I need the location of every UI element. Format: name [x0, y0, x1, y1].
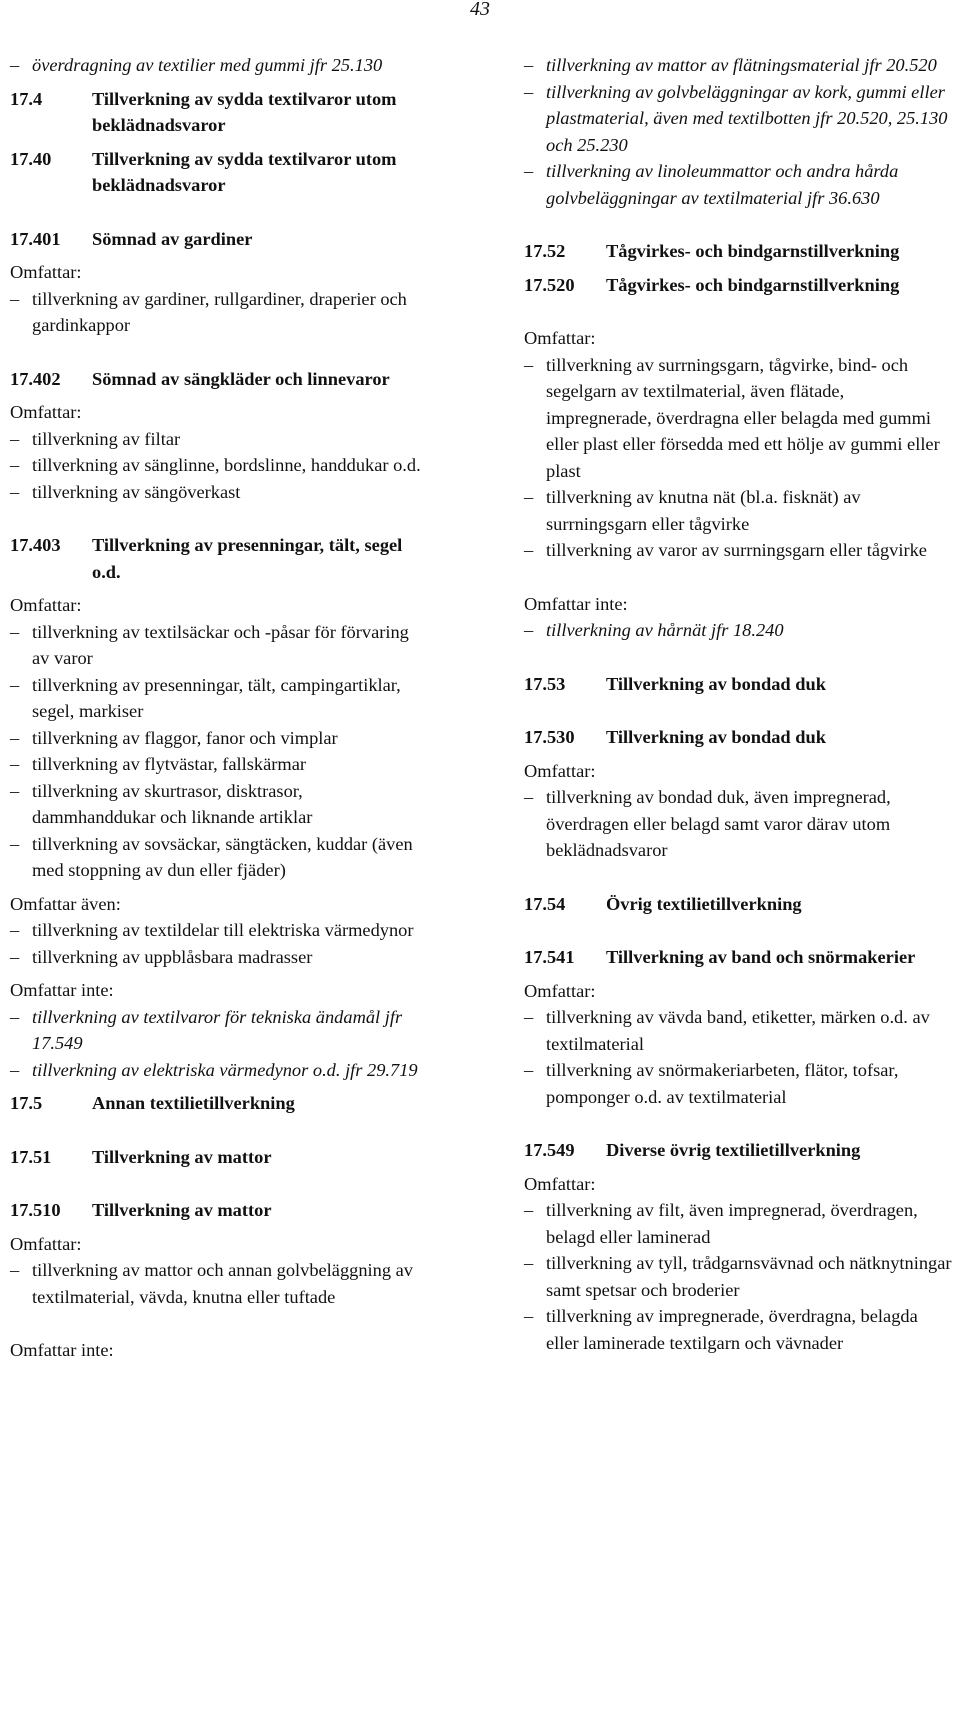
- list-item: [10, 286, 428, 339]
- block-label: Omfattar:: [524, 1173, 596, 1194]
- list-item-text: tillverkning av filt, även impregnerad, överdragen, belagd eller laminerad: [546, 1200, 918, 1247]
- text-block: [10, 592, 428, 884]
- list-item: [10, 1057, 428, 1084]
- right-column: [524, 52, 954, 1356]
- list-item: [10, 778, 428, 831]
- list-item-text: tillverkning av snörmakeriarbeten, flätor, tofsar, pomponger o.d. av textilmaterial: [546, 1060, 899, 1107]
- section-code: 17.520: [524, 274, 575, 295]
- dash-bullet: –: [10, 621, 20, 642]
- list-item: [10, 452, 428, 479]
- list-item-text: tillverkning av textildelar till elektriska värmedynor: [32, 920, 414, 940]
- list-item-text: tillverkning av textilsäckar och -påsar för förvaring av varor: [32, 621, 409, 668]
- list-item: [524, 52, 954, 79]
- text-block: [524, 1171, 954, 1357]
- list-item-text: tillverkning av mattor och annan golvbeläggning av textilmaterial, vävda, knutna eller tuftade: [32, 1260, 413, 1307]
- dash-bullet: –: [10, 727, 20, 748]
- section-code: 17.403: [10, 535, 61, 555]
- list-item: [10, 426, 428, 453]
- section-code: 17.530: [524, 727, 575, 747]
- dash-bullet: –: [10, 1059, 20, 1080]
- section-heading-17-401: [10, 226, 428, 253]
- text-block: [10, 1337, 428, 1364]
- text-block: [524, 591, 954, 644]
- list-item: [524, 1197, 954, 1250]
- section-title: Tillverkning av sydda textilvaror utom beklädnadsvaror: [92, 88, 397, 135]
- list-item-text: tillverkning av uppblåsbara madrasser: [32, 946, 313, 967]
- section-heading-17-530: [524, 724, 954, 751]
- block-label: Omfattar:: [524, 980, 596, 1001]
- list-item: [524, 79, 954, 159]
- text-block: [524, 52, 954, 211]
- list-item: [524, 158, 954, 211]
- dash-bullet: –: [10, 1006, 20, 1027]
- list-item-text: tillverkning av hårnät jfr 18.240: [546, 620, 784, 640]
- list-item-text: tillverkning av textilvaror för tekniska ändamål jfr 17.549: [32, 1006, 403, 1053]
- text-block: [524, 758, 954, 864]
- text-block: [10, 259, 428, 339]
- section-code: 17.53: [524, 673, 566, 694]
- dash-bullet: –: [524, 1306, 534, 1326]
- section-code: 17.510: [10, 1200, 61, 1220]
- list-item-text: tillverkning av tyll, trådgarnsvävnad och nätknytningar samt spetsar och broderier: [546, 1253, 952, 1300]
- list-item: [10, 479, 428, 506]
- block-label: Omfattar inte:: [10, 980, 114, 1000]
- section-title: Tillverkning av sydda textilvaror utom beklädnadsvaror: [92, 148, 397, 195]
- page-number: 43: [470, 0, 490, 20]
- list-item: [524, 352, 954, 485]
- list-item-text: tillverkning av skurtrasor, disktrasor, dammhanddukar och liknande artiklar: [32, 780, 313, 827]
- section-title: Tillverkning av mattor: [92, 1200, 272, 1220]
- list-item: [524, 537, 954, 564]
- left-column: [10, 52, 428, 1364]
- list-item-text: tillverkning av surrningsgarn, tågvirke, bind- och segelgarn av textilmaterial, även flätade, impregnerade, överdragna eller belagda med gummi eller plast eller försedda med ett hölje av gummi eller plast: [546, 354, 940, 481]
- list-item-text: tillverkning av gardiner, rullgardiner, draperier och gardinkappor: [32, 288, 407, 335]
- section-title: Tillverkning av bondad duk: [606, 673, 826, 694]
- list-item: [10, 52, 428, 79]
- dash-bullet: –: [524, 354, 534, 375]
- list-item: [10, 917, 428, 944]
- list-item-text: tillverkning av sängöverkast: [32, 481, 241, 502]
- block-label: Omfattar inte:: [10, 1340, 114, 1360]
- dash-bullet: –: [524, 620, 534, 640]
- dash-bullet: –: [524, 540, 534, 560]
- dash-bullet: –: [524, 161, 534, 181]
- list-item: [10, 725, 428, 752]
- section-code: 17.54: [524, 893, 566, 914]
- dash-bullet: –: [10, 780, 20, 801]
- section-code: 17.401: [10, 228, 61, 249]
- list-item: [10, 1004, 428, 1057]
- list-item-text: tillverkning av linoleummattor och andra hårda golvbeläggningar av textilmaterial jfr 36.630: [546, 161, 899, 208]
- section-code: 17.40: [10, 148, 52, 169]
- block-label: Omfattar inte:: [524, 593, 628, 614]
- list-item-text: tillverkning av sänglinne, bordslinne, handdukar o.d.: [32, 455, 421, 475]
- section-title: Tillverkning av mattor: [92, 1146, 272, 1167]
- list-item: [524, 617, 954, 644]
- section-title: Tillverkning av bondad duk: [606, 727, 826, 747]
- list-item: [524, 1004, 954, 1057]
- list-item: [524, 1303, 954, 1356]
- block-label: Omfattar:: [10, 402, 82, 422]
- dash-bullet: –: [10, 754, 20, 774]
- section-title: Diverse övrig textilietillverkning: [606, 1140, 861, 1160]
- section-code: 17.549: [524, 1140, 575, 1160]
- list-item-text: tillverkning av sovsäckar, sängtäcken, kuddar (även med stoppning av dun eller fjäder): [32, 833, 413, 880]
- section-heading-17-40: [10, 146, 428, 199]
- text-block: [10, 977, 428, 1083]
- dash-bullet: –: [10, 1260, 20, 1280]
- list-item-text: tillverkning av impregnerade, överdragna, belagda eller laminerade textilgarn och vävnader: [546, 1306, 918, 1353]
- dash-bullet: –: [10, 481, 20, 502]
- list-item: [524, 784, 954, 864]
- section-title: Övrig textilietillverkning: [606, 893, 802, 914]
- list-item: [10, 751, 428, 778]
- section-title: Sömnad av gardiner: [92, 228, 253, 249]
- list-item: [10, 1257, 428, 1310]
- text-block: [524, 325, 954, 564]
- list-item-text: tillverkning av golvbeläggningar av kork, gummi eller plastmaterial, även med textilbotten jfr 20.520, 25.130 och 25.230: [546, 81, 948, 155]
- dash-bullet: –: [10, 674, 20, 695]
- section-code: 17.402: [10, 368, 61, 389]
- dash-bullet: –: [10, 428, 20, 449]
- list-item-text: tillverkning av presenningar, tält, campingartiklar, segel, markiser: [32, 674, 401, 721]
- text-block: [10, 891, 428, 971]
- section-heading-17-520: [524, 272, 954, 299]
- dash-bullet: –: [10, 920, 20, 940]
- dash-bullet: –: [524, 1007, 534, 1027]
- block-label: Omfattar:: [524, 760, 596, 781]
- section-code: 17.541: [524, 947, 575, 967]
- list-item: [524, 1250, 954, 1303]
- dash-bullet: –: [524, 1253, 534, 1273]
- dash-bullet: –: [524, 81, 534, 102]
- dash-bullet: –: [10, 55, 20, 75]
- section-title: Tillverkning av band och snörmakerier: [606, 947, 916, 967]
- list-item-text: tillverkning av flaggor, fanor och vimplar: [32, 727, 338, 748]
- list-item-text: tillverkning av elektriska värmedynor o.d. jfr 29.719: [32, 1059, 418, 1080]
- dash-bullet: –: [524, 487, 534, 507]
- section-heading-17-5: [10, 1090, 428, 1117]
- section-code: 17.52: [524, 241, 566, 261]
- section-heading-17-51: [10, 1144, 428, 1171]
- text-block: [524, 978, 954, 1111]
- list-item: [10, 619, 428, 672]
- block-label: Omfattar:: [524, 328, 596, 348]
- list-item-text: tillverkning av knutna nät (bl.a. fisknät) av surrningsgarn eller tågvirke: [546, 487, 861, 534]
- list-item-text: tillverkning av varor av surrningsgarn eller tågvirke: [546, 540, 927, 560]
- dash-bullet: –: [524, 1060, 534, 1080]
- dash-bullet: –: [524, 787, 534, 807]
- section-heading-17-510: [10, 1197, 428, 1224]
- section-code: 17.5: [10, 1093, 43, 1113]
- list-item: [524, 484, 954, 537]
- section-code: 17.4: [10, 88, 43, 109]
- section-title: Tågvirkes- och bindgarnstillverkning: [606, 241, 900, 261]
- section-heading-17-403: [10, 532, 428, 585]
- dash-bullet: –: [524, 55, 534, 75]
- list-item-text: tillverkning av filtar: [32, 428, 181, 449]
- dash-bullet: –: [10, 455, 20, 475]
- list-item-text: överdragning av textilier med gummi jfr 25.130: [32, 55, 383, 75]
- list-item-text: tillverkning av vävda band, etiketter, märken o.d. av textilmaterial: [546, 1007, 930, 1054]
- text-block: [10, 399, 428, 505]
- section-title: Tillverkning av presenningar, tält, segel o.d.: [92, 535, 403, 582]
- dash-bullet: –: [524, 1200, 534, 1220]
- list-item-text: tillverkning av bondad duk, även impregnerad, överdragen eller belagd samt varor därav utom beklädnadsvaror: [546, 787, 891, 860]
- block-label: Omfattar:: [10, 1233, 82, 1254]
- block-label: Omfattar:: [10, 262, 82, 282]
- dash-bullet: –: [10, 288, 20, 309]
- text-block: [10, 1231, 428, 1311]
- block-label: Omfattar:: [10, 595, 82, 615]
- section-heading-17-541: [524, 944, 954, 971]
- section-title: Tågvirkes- och bindgarnstillverkning: [606, 274, 900, 295]
- list-item: [524, 1057, 954, 1110]
- section-heading-17-52: [524, 238, 954, 265]
- text-block: [10, 52, 428, 79]
- section-heading-17-54: [524, 891, 954, 918]
- section-heading-17-53: [524, 671, 954, 698]
- section-title: Annan textilietillverkning: [92, 1093, 295, 1113]
- dash-bullet: –: [10, 833, 20, 854]
- list-item: [10, 944, 428, 971]
- dash-bullet: –: [10, 946, 20, 967]
- list-item: [10, 672, 428, 725]
- list-item: [10, 831, 428, 884]
- block-label: Omfattar även:: [10, 893, 121, 914]
- list-item-text: tillverkning av mattor av flätningsmaterial jfr 20.520: [546, 55, 937, 75]
- list-item-text: tillverkning av flytvästar, fallskärmar: [32, 754, 307, 774]
- section-heading-17-549: [524, 1137, 954, 1164]
- section-heading-17-4: [10, 86, 428, 139]
- section-heading-17-402: [10, 366, 428, 393]
- section-code: 17.51: [10, 1146, 52, 1167]
- section-title: Sömnad av sängkläder och linnevaror: [92, 368, 390, 389]
